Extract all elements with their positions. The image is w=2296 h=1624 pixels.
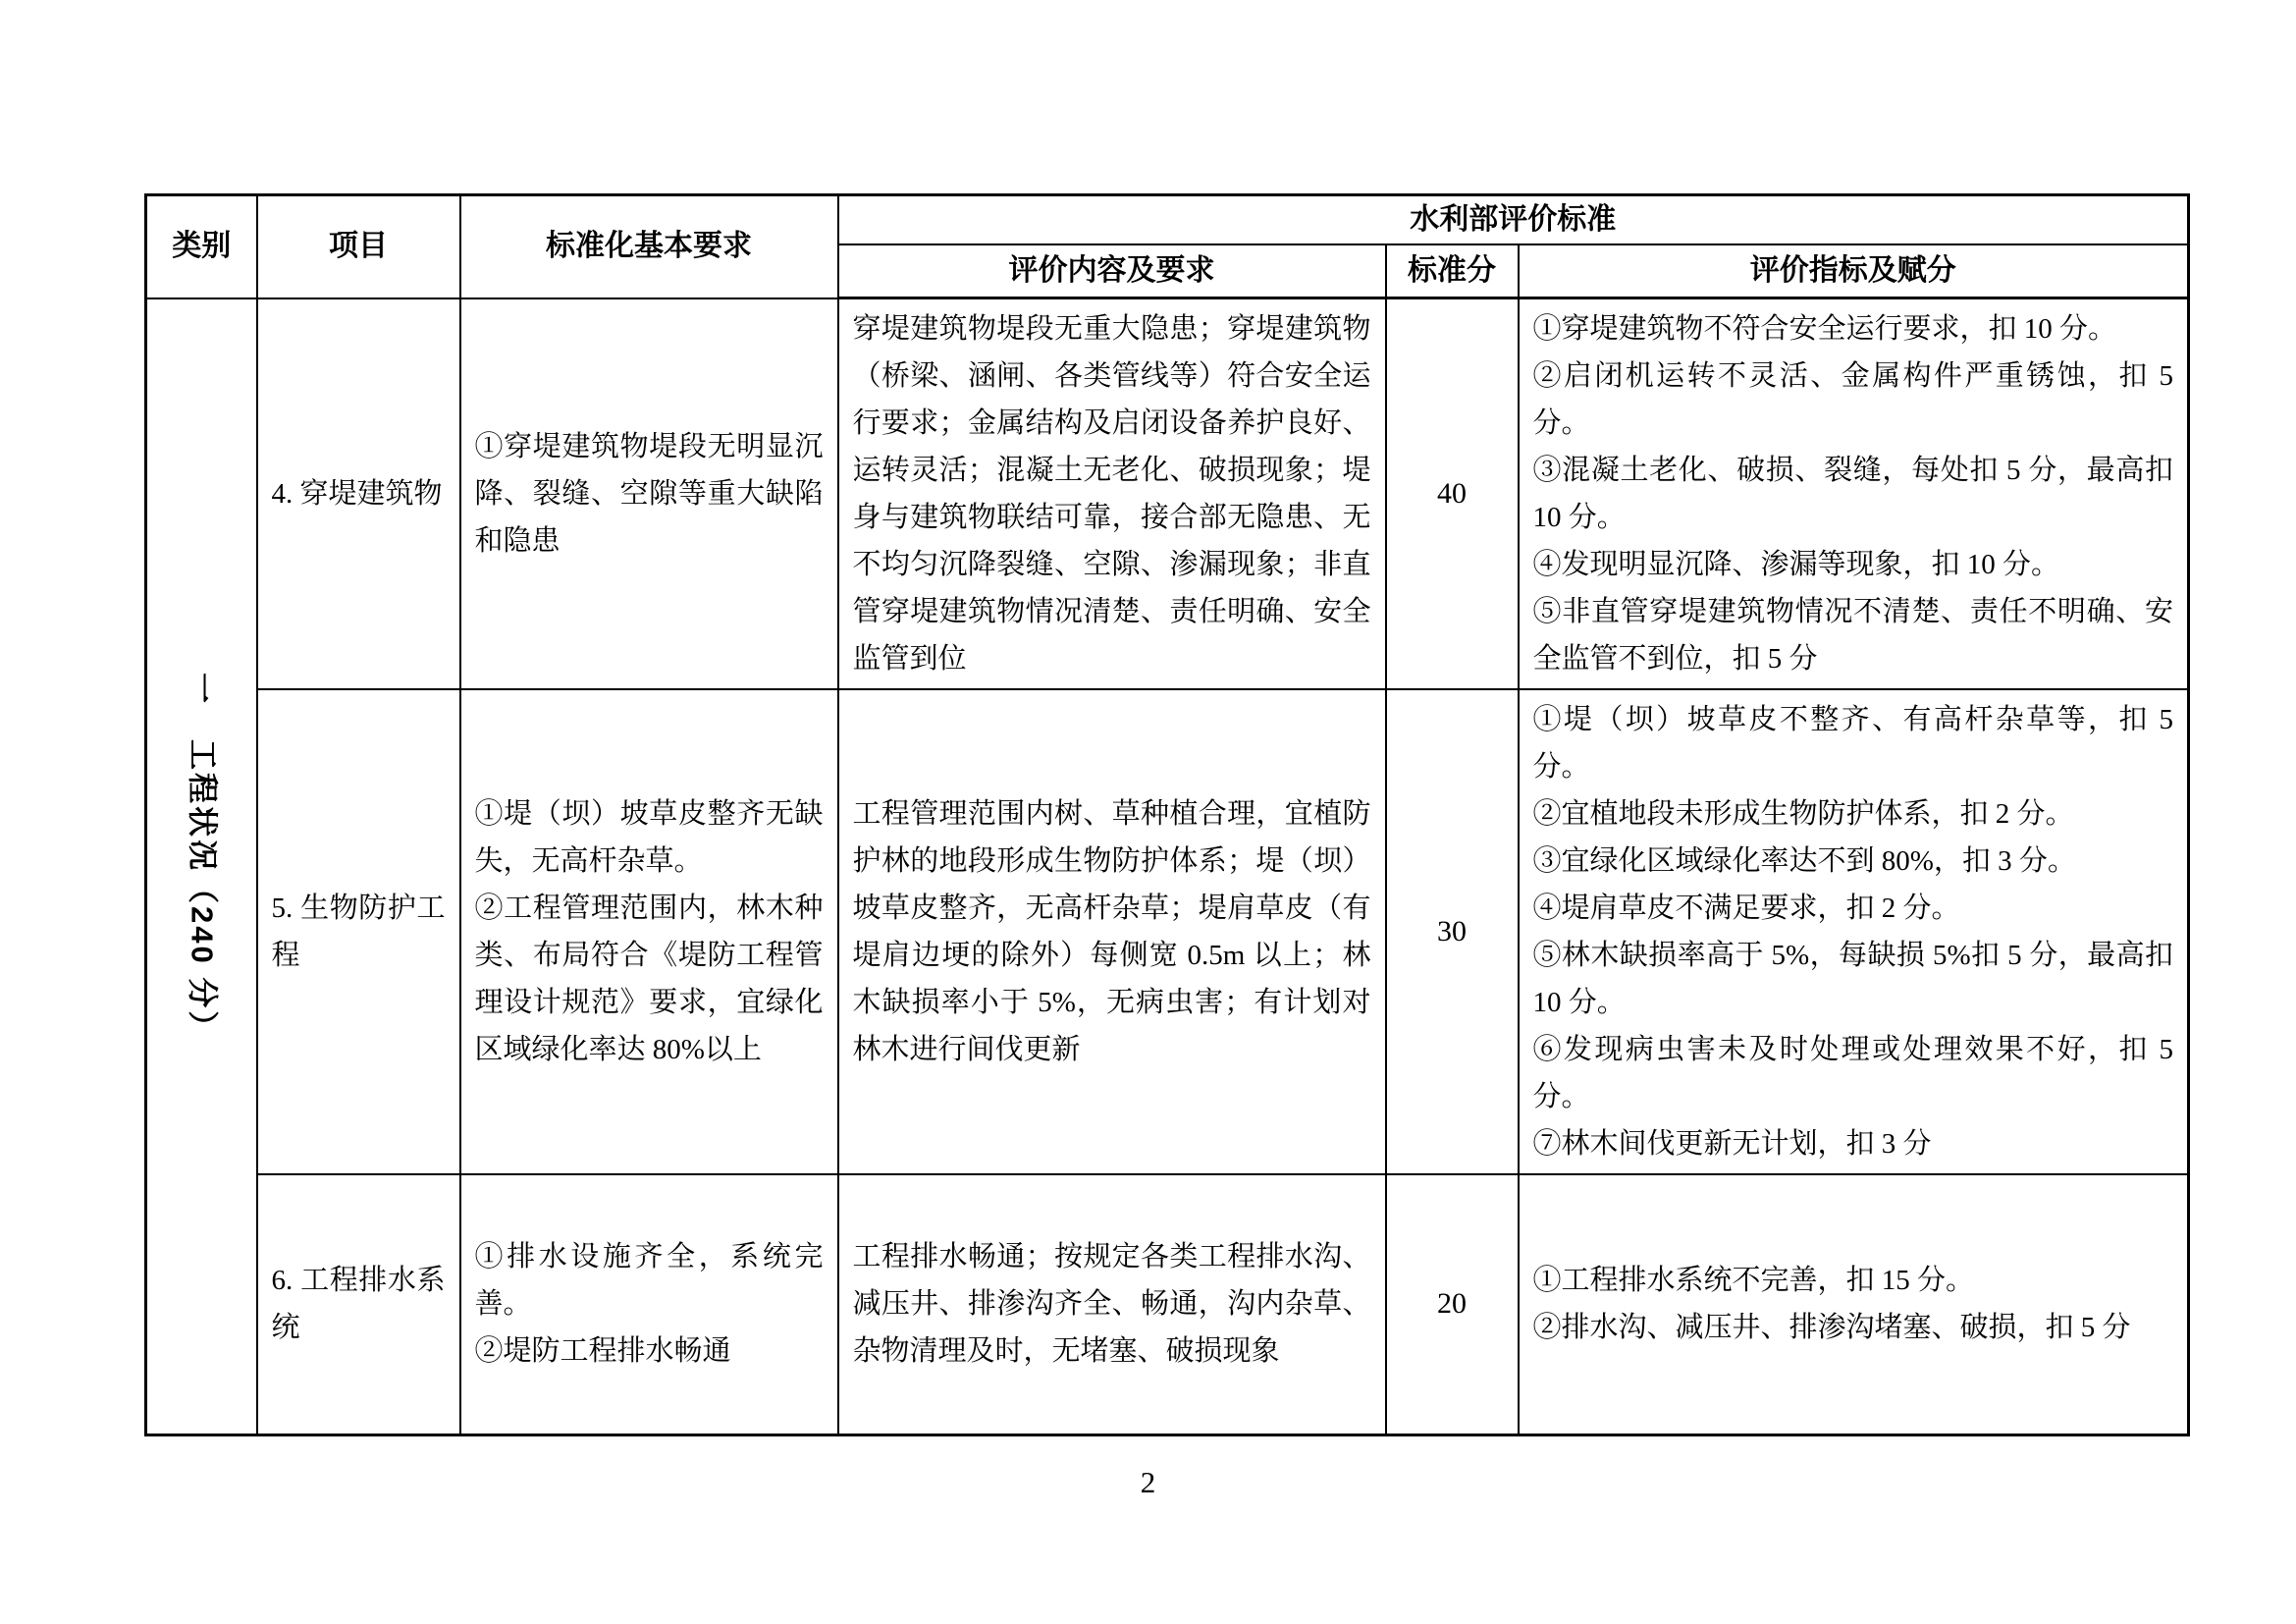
standard-score-cell: 40 [1386,298,1519,690]
indicator-line: ②宜植地段未形成生物防护体系，扣 2 分。 [1532,798,2074,830]
project-cell [257,298,460,690]
indicator-line: ⑤非直管穿堤建筑物情况不清楚、责任不明确、安全监管不到位，扣 5 分 [1532,596,2174,675]
indicator-line: ⑤林木缺损率高于 5%，每缺损 5%扣 5 分，最高扣 10 分。 [1532,940,2174,1018]
col-header-ministry-standard: 水利部评价标准 [838,195,2189,244]
basic-requirement-cell [460,689,838,1174]
evaluation-content-cell [838,298,1386,690]
basic-requirement-line: ①穿堤建筑物堤段无明显沉降、裂缝、空隙等重大缺陷和隐患 [474,430,824,557]
project-cell [257,1174,460,1435]
basic-requirement-cell [460,298,838,690]
indicator-line: ②启闭机运转不灵活、金属构件严重锈蚀，扣 5 分。 [1532,360,2174,439]
standard-score-cell: 20 [1386,1174,1519,1435]
category-label: 一 工程状况（240 分） [185,673,220,1045]
indicator-line: ①穿堤建筑物不符合安全运行要求，扣 10 分。 [1532,313,2117,345]
indicator-line: ⑥发现病虫害未及时处理或处理效果不好，扣 5 分。 [1532,1034,2174,1112]
col-header-project: 项目 [257,195,460,298]
category-cell [146,298,257,1435]
indicator-line: ④发现明显沉降、渗漏等现象，扣 10 分。 [1532,549,2060,580]
evaluation-content-cell [838,689,1386,1174]
col-header-eval-indicators: 评价指标及赋分 [1519,244,2189,298]
project-cell [257,689,460,1174]
indicator-line: ②排水沟、减压井、排渗沟堵塞、破损，扣 5 分 [1532,1312,2131,1344]
evaluation-content-text: 工程排水畅通；按规定各类工程排水沟、减压井、排渗沟齐全、畅通，沟内杂草、杂物清理及时，无堵塞、破损现象 [852,1241,1371,1368]
project-label: 5. 生物防护工程 [271,893,446,971]
col-header-basic-requirements: 标准化基本要求 [460,195,838,298]
col-header-standard-score: 标准分 [1386,244,1519,298]
col-header-eval-content: 评价内容及要求 [838,244,1386,298]
indicator-line: ①工程排水系统不完善，扣 15 分。 [1532,1265,1975,1297]
indicator-line: ④堤肩草皮不满足要求，扣 2 分。 [1532,893,1960,924]
evaluation-indicators-cell [1519,1174,2189,1435]
evaluation-content-text: 工程管理范围内树、草种植合理，宜植防护林的地段形成生物防护体系；堤（坝）坡草皮整齐，无高杆杂草；堤肩草皮（有堤肩边埂的除外）每侧宽 0.5m 以上；林木缺损率小于 5%，无病虫害；有计划对林木进行间伐更新 [852,798,1371,1065]
project-label: 6. 工程排水系统 [271,1265,446,1344]
evaluation-content-text: 穿堤建筑物堤段无重大隐患；穿堤建筑物（桥梁、涵闸、各类管线等）符合安全运行要求；金属结构及启闭设备养护良好、运转灵活；混凝土无老化、破损现象；堤身与建筑物联结可靠，接合部无隐患、无不均匀沉降裂缝、空隙、渗漏现象；非直管穿堤建筑物情况清楚、责任明确、安全监管到位 [852,313,1371,675]
basic-requirement-line: ①堤（坝）坡草皮整齐无缺失，无高杆杂草。 [474,798,824,877]
evaluation-standard-table [144,193,2190,1436]
basic-requirement-line: ②工程管理范围内，林木种类、布局符合《堤防工程管理设计规范》要求，宜绿化区域绿化率达 80%以上 [474,893,824,1065]
evaluation-content-cell [838,1174,1386,1435]
basic-requirement-cell [460,1174,838,1435]
project-label: 4. 穿堤建筑物 [271,477,443,510]
indicator-line: ⑦林木间伐更新无计划，扣 3 分 [1532,1128,1932,1160]
indicator-line: ③宜绿化区域绿化率达不到 80%，扣 3 分。 [1532,845,2076,877]
standard-score-cell: 30 [1386,689,1519,1174]
evaluation-indicators-cell [1519,689,2189,1174]
basic-requirement-line: ②堤防工程排水畅通 [474,1335,731,1368]
indicator-line: ①堤（坝）坡草皮不整齐、有高杆杂草等，扣 5 分。 [1532,704,2174,783]
indicator-line: ③混凝土老化、破损、裂缝，每处扣 5 分，最高扣 10 分。 [1532,455,2174,533]
col-header-category: 类别 [146,195,257,298]
page-number: 2 [1140,1465,1156,1499]
evaluation-indicators-cell [1519,298,2189,690]
basic-requirement-line: ①排水设施齐全，系统完善。 [474,1241,824,1321]
